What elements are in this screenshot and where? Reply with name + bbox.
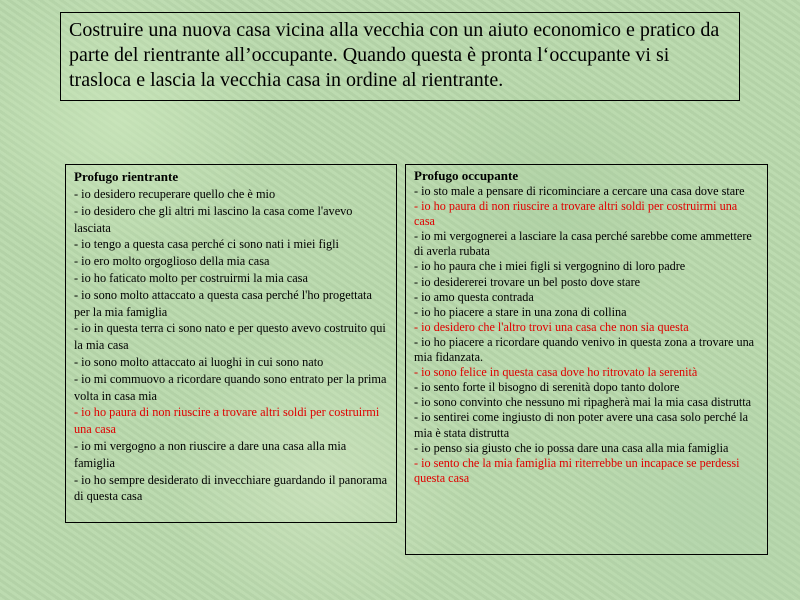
statement-item: - io sono molto attaccato ai luoghi in cui sono nato	[74, 354, 324, 369]
panel-title-occupying: Profugo occupante	[414, 168, 519, 183]
heading-text: Costruire una nuova casa vicina alla vecchia con un aiuto economico e pratico da parte del rientrante all’occupante. Quando questa è pronta l‘occupante vi si trasloca e lascia la vecchia casa in ordine al rientrante.	[69, 19, 720, 91]
statement-item: - io sto male a pensare di ricominciare a cercare una casa dove stare	[414, 184, 745, 198]
statement-item: - io desidero recuperare quello che è mio	[74, 187, 276, 201]
statement-item: - io ho sempre desiderato di invecchiare guardando il panorama di questa casa	[74, 472, 388, 504]
statement-item: - io desidero che gli altri mi lascino la casa come l'avevo lasciata	[74, 203, 353, 235]
statement-item: - io sono molto attaccato a questa casa perché l'ho progettata per la mia famiglia	[74, 287, 372, 319]
heading-box	[60, 12, 740, 101]
statement-item: - io sento forte il bisogno di serenità dopo tanto dolore	[414, 380, 680, 395]
statement-item: - io ho paura di non riuscire a trovare altri soldi per costruirmi una casa	[74, 405, 380, 437]
panel-occupying-refugee	[405, 164, 768, 555]
occupying-statements-list	[414, 184, 759, 486]
statement-item: - io ho paura di non riuscire a trovare altri soldi per costruirmi una casa	[414, 199, 738, 229]
panel-title-returning: Profugo rientrante	[74, 169, 179, 184]
statement-item: - io ho paura che i miei figli si vergognino di loro padre	[414, 259, 686, 274]
statement-item: - io mi vergognerei a lasciare la casa perché sarebbe come ammettere di averla rubata	[414, 229, 752, 259]
statement-item: - io desidero che l'altro trovi una casa che non sia questa	[414, 319, 689, 334]
statement-item: - io in questa terra ci sono nato e per questo avevo costruito qui la mia casa	[74, 321, 386, 353]
statement-item: - io sentirei come ingiusto di non poter avere una casa solo perché la mia è stata distrutta	[414, 410, 749, 440]
statement-item: - io ho piacere a ricordare quando venivo in questa zona a trovare una mia fidanzata.	[414, 334, 755, 365]
statement-item: - io sono felice in questa casa dove ho ritrovato la serenità	[414, 365, 698, 380]
statement-item: - io ho piacere a stare in una zona di collina	[414, 304, 627, 319]
panel-returning-refugee	[65, 164, 397, 523]
statement-item: - io sono convinto che nessuno mi ripagherà mai la mia casa distrutta	[414, 395, 752, 410]
statement-item: - io sento che la mia famiglia mi riterrebbe un incapace se perdessi questa casa	[414, 455, 740, 485]
statement-item: - io ho faticato molto per costruirmi la mia casa	[74, 270, 308, 285]
statement-item: - io tengo a questa casa perché ci sono nati i miei figli	[74, 237, 339, 252]
statement-item: - io mi vergogno a non riuscire a dare una casa alla mia famiglia	[74, 438, 347, 470]
statement-item: - io ero molto orgoglioso della mia casa	[74, 254, 270, 269]
returning-statements-list	[74, 186, 388, 505]
statement-item: - io penso sia giusto che io possa dare una casa alla mia famiglia	[414, 440, 729, 455]
statement-item: - io desidererei trovare un bel posto dove stare	[414, 274, 641, 289]
statement-item: - io mi commuovo a ricordare quando sono entrato per la prima volta in casa mia	[74, 371, 387, 403]
statement-item: - io amo questa contrada	[414, 289, 534, 304]
